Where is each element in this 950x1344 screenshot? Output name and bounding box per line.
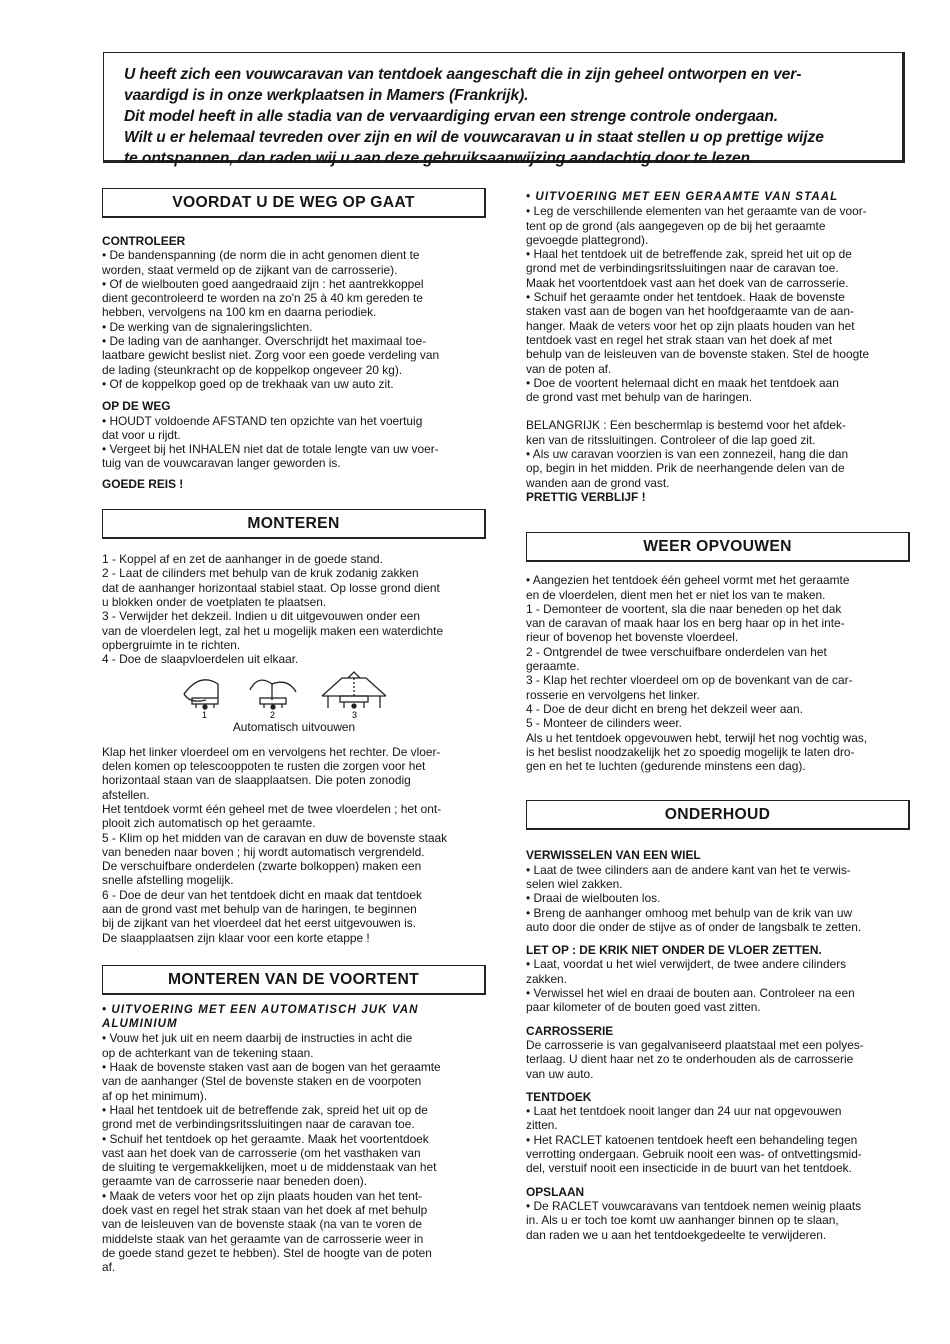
- text-line: ALUMINIUM: [102, 1018, 178, 1031]
- text-line: Als u het tentdoek opgevouwen hebt, terwijl het nog vochtig was,: [526, 730, 868, 745]
- figure-caption: Automatisch uitvouwen: [232, 720, 356, 735]
- figure-label: 3: [352, 710, 358, 721]
- text-line: gevoegde plattegrond).: [526, 232, 649, 247]
- section-heading-monteren: MONTEREN: [102, 509, 486, 539]
- text-line: plooit zich automatisch op het geraamte.: [102, 816, 316, 831]
- wiel-text: [526, 863, 910, 934]
- text-line: bij de zijkant van het vloerdeel dat het eerst uitgevouwen is.: [102, 916, 416, 931]
- text-line: de goede stand gezet te hebben). Stel de hoogte van de poten: [102, 1245, 432, 1260]
- goede-reis: GOEDE REIS !: [102, 476, 184, 491]
- section-heading-opvouwen: WEER OPVOUWEN: [526, 532, 910, 562]
- subheading-aluminium: [102, 1003, 486, 1032]
- text-line: afstellen.: [102, 787, 150, 802]
- text-line: • HOUDT voldoende AFSTAND ten opzichte van het voertuig: [102, 413, 423, 428]
- text-line: dan raden we u aan het tentdoekgedeelte te verwijderen.: [526, 1227, 827, 1242]
- subheading-op-de-weg: OP DE WEG: [102, 399, 171, 414]
- text-line: • Haak de bovenste staken vast aan de bogen van het geraamte: [102, 1060, 441, 1075]
- intro-line: Wilt u er helemaal tevreden over zijn en wil de vouwcaravan u in staat stellen u op prettige wijze: [124, 129, 824, 146]
- controleer-text: [102, 248, 486, 391]
- text-line: worden, staat vermeld op de zijkant van de carrosserie).: [102, 262, 398, 277]
- text-line: op de achterkant van de tekening staan.: [102, 1045, 314, 1060]
- text-line: • Vouw het juk uit en neem daarbij de instructies in acht die: [102, 1031, 413, 1046]
- section-heading-onderhoud: ONDERHOUD: [526, 800, 910, 830]
- text-line: 1 - Demonteer de voortent, sla die naar beneden op het dak: [526, 601, 842, 616]
- text-line: doek vast en regel het strak staan van het doek af met behulp: [102, 1203, 428, 1218]
- text-line: 3 - Klap het rechter vloerdeel om op de bovenkant van de car-: [526, 673, 853, 688]
- intro-line: U heeft zich een vouwcaravan van tentdoek aangeschaft die in zijn geheel ontworpen en ver-: [124, 66, 802, 83]
- monteren-text: [102, 745, 486, 945]
- figure-label: 2: [270, 710, 276, 721]
- text-line: u blokken onder de voetplaten te plaatsen.: [102, 594, 327, 609]
- text-line: de sluiting te vergemakkelijken, moet u de middenstaak van het: [102, 1160, 437, 1175]
- text-line: van de leisleuven van de bovenste staak (na van te voren de: [102, 1217, 422, 1232]
- text-line: af op het minimum).: [102, 1088, 208, 1103]
- text-line: zakken.: [526, 971, 567, 986]
- text-line: delen komen op telescooppoten te rusten die zorgen voor het: [102, 759, 426, 774]
- text-line: De slaapplaatsen zijn klaar voor een korte etappe !: [102, 930, 370, 945]
- text-line: • Haal het tentdoek uit de betreffende zak, spreid het uit op de: [102, 1102, 428, 1117]
- text-line: rieur of bovenop het bovenste vloerdeel.: [526, 630, 739, 645]
- subheading-let-op: LET OP : DE KRIK NIET ONDER DE VLOER ZETTEN.: [526, 943, 822, 958]
- text-line: van de caravan of maak haar los en berg haar op in het inte-: [526, 616, 845, 631]
- text-line: ken van de ritssluitingen. Controleer of die lap goed zit.: [526, 432, 816, 447]
- text-line: • Draai de wielbouten los.: [526, 891, 661, 906]
- text-line: verrotting ondergaan. Gebruik nooit een was- of ontvettingsmid-: [526, 1147, 862, 1162]
- text-line: De verschuifbare onderdelen (zwarte bolkoppen) maken een: [102, 859, 422, 874]
- subheading-staal: • UITVOERING MET EEN GERAAMTE VAN STAAL: [526, 191, 839, 203]
- unfold-diagram: [180, 670, 410, 720]
- text-line: grond met de verbindingsritssluitingen naar de caravan toe.: [102, 1117, 415, 1132]
- text-line: Klap het linker vloerdeel om en vervolgens het rechter. De vloer-: [102, 744, 441, 759]
- text-line: de grond vast met behulp van de haringen.: [526, 390, 753, 405]
- text-line: de lading (steunkracht op de koppelkop ongeveer 20 kg).: [102, 362, 403, 377]
- text-line: • Laat het tentdoek nooit langer dan 24 uur nat opgevouwen: [526, 1104, 842, 1119]
- carrosserie-text: [526, 1038, 910, 1081]
- text-line: Maak het voortentdoek vast aan het doek van de carrosserie.: [526, 275, 849, 290]
- subheading-carrosserie: CARROSSERIE: [526, 1023, 614, 1038]
- section-heading-voortent: MONTEREN VAN DE VOORTENT: [102, 965, 486, 995]
- text-line: • Of de koppelkop goed op de trekhaak van uw auto zit.: [102, 376, 394, 391]
- text-line: • De werking van de signaleringslichten.: [102, 319, 313, 334]
- text-line: snelle afstelling mogelijk.: [102, 873, 234, 888]
- subheading-opslaan: OPSLAAN: [526, 1184, 585, 1199]
- text-line: hanger. Maak de veters voor het op zijn plaats houden van het: [526, 318, 855, 333]
- text-line: grond met de verbindingsritssluitingen naar de caravan toe.: [526, 261, 839, 276]
- text-line: terlaag. U dient haar net zo te onderhouden als de carrosserie: [526, 1052, 854, 1067]
- text-line: • Schuif het geraamte onder het tentdoek. Haak de bovenste: [526, 290, 845, 305]
- text-line: geraamte van de carrosserie naar beneden doen).: [102, 1174, 368, 1189]
- text-line: 1 - Koppel af en zet de aanhanger in de goede stand.: [102, 552, 383, 567]
- text-line: 3 - Verwijder het dekzeil. Indien u dit uitgevouwen onder een: [102, 609, 420, 624]
- text-line: • UITVOERING MET EEN AUTOMATISCH JUK VAN: [102, 1003, 419, 1016]
- belangrijk-text: [526, 418, 910, 489]
- let-op-text: [526, 957, 910, 1014]
- text-line: horizontaal staan van de slaapplaatsen. Die poten zonodig: [102, 773, 411, 788]
- text-line: en de vloerdelen, dient men het er niet los van te maken.: [526, 587, 826, 602]
- text-line: behulp van de leisleuven van de bovenste staken. Stel de hoogte: [526, 347, 870, 362]
- unfold-figure: [102, 670, 486, 720]
- text-line: • Het RACLET katoenen tentdoek heeft een behandeling tegen: [526, 1132, 858, 1147]
- text-line: af.: [102, 1260, 116, 1275]
- text-line: wanden aan de grond vast.: [526, 475, 670, 490]
- text-line: van de vloerdelen legt, zal het u mogelijk maken een waterdichte: [102, 623, 444, 638]
- text-line: tentdoek vast en regel het strak staan van het doek af met: [526, 332, 833, 347]
- text-line: dat de aanhanger horizontaal stabiel staat. Op losse grond dient: [102, 580, 440, 595]
- text-line: • Aangezien het tentdoek één geheel vormt met het geraamte: [526, 573, 850, 588]
- intro-box: [103, 52, 905, 167]
- monteren-steps: [102, 552, 486, 666]
- opvouwen-text: [526, 573, 910, 773]
- text-line: selen wiel zakken.: [526, 876, 623, 891]
- intro-line: Dit model heeft in alle stadia van de vervaardiging ervan een strenge controle ondergaan.: [124, 108, 779, 125]
- subheading-wiel: VERWISSELEN VAN EEN WIEL: [526, 848, 701, 863]
- text-line: dient gecontroleerd te worden na zo'n 25 à 40 km gereden te: [102, 291, 423, 306]
- text-line: Het tentdoek vormt één geheel met de twee vloerdelen ; het ont-: [102, 801, 442, 816]
- opslaan-text: [526, 1199, 910, 1242]
- text-line: staken vast aan de bogen van het hoofdgeraamte van de aan-: [526, 304, 854, 319]
- left-column: [102, 188, 486, 1275]
- text-line: tuig van de vouwcaravan langer geworden is.: [102, 456, 341, 471]
- text-line: 4 - Doe de deur dicht en breng het dekzeil weer aan.: [526, 701, 803, 716]
- text-line: geraamte.: [526, 659, 580, 674]
- text-line: rosserie en vervolgens het linker.: [526, 687, 700, 702]
- intro-line: vaardigd is in onze werkplaatsen in Mamers (Frankrijk).: [124, 87, 529, 104]
- text-line: • Als uw caravan voorzien is van een zonnezeil, hang die dan: [526, 447, 849, 462]
- text-line: is het beslist noodzakelijk het zo spoedig mogelijk te laten dro-: [526, 744, 855, 759]
- text-line: • Vergeet bij het INHALEN niet dat de totale lengte van uw voer-: [102, 442, 439, 457]
- text-line: • Verwissel het wiel en draai de bouten aan. Controleer na een: [526, 986, 855, 1001]
- text-line: • Of de wielbouten goed aangedraaid zijn : het aantrekkoppel: [102, 276, 424, 291]
- subheading-controleer: CONTROLEER: [102, 234, 186, 248]
- text-line: De carrosserie is van gegalvaniseerd plaatstaal met een polyes-: [526, 1037, 864, 1052]
- text-line: middelste staak van het geraamte van de carrosserie weer in: [102, 1231, 424, 1246]
- text-line: auto door die onder de stijve as of onder de langsbalk te zetten.: [526, 919, 862, 934]
- text-line: laatbare gewicht beslist niet. Zorg voor een goede verdeling van: [102, 348, 440, 363]
- text-line: • Laat, voordat u het wiel verwijdert, de twee andere cilinders: [526, 957, 847, 972]
- text-line: 5 - Monteer de cilinders weer.: [526, 716, 682, 731]
- text-line: • De lading van de aanhanger. Overschrijdt het maximaal toe-: [102, 334, 427, 349]
- voortent-text: [102, 1031, 486, 1274]
- right-column: [526, 190, 910, 1242]
- text-line: hebben, vervolgens na 100 km en daarna periodiek.: [102, 305, 377, 320]
- text-line: • Maak de veters voor het op zijn plaats houden van het tent-: [102, 1188, 423, 1203]
- text-line: • Breng de aanhanger omhoog met behulp van de krik van uw: [526, 905, 853, 920]
- text-line: • Leg de verschillende elementen van het geraamte van de voor-: [526, 204, 867, 219]
- text-line: • De bandenspanning (de norm die in acht genomen dient te: [102, 248, 420, 263]
- text-line: • Schuif het tentdoek op het geraamte. Maak het voortentdoek: [102, 1131, 429, 1146]
- text-line: 4 - Doe de slaapvloerdelen uit elkaar.: [102, 652, 299, 667]
- text-line: • De RACLET vouwcaravans van tentdoek nemen weinig plaats: [526, 1198, 862, 1213]
- prettig-verblijf: PRETTIG VERBLIJF !: [526, 489, 646, 504]
- text-line: gen en het te luchten (gedurende minstens een dag).: [526, 759, 806, 774]
- text-line: BELANGRIJK : Een beschermlap is bestemd voor het afdek-: [526, 418, 846, 433]
- intro-line: te ontspannen, dan raden wij u aan deze gebruiksaanwijzing aandachtig door te lezen.: [124, 150, 755, 167]
- text-line: • Laat de twee cilinders aan de andere kant van het te verwis-: [526, 862, 851, 877]
- figure-label: 1: [202, 710, 208, 721]
- text-line: van beneden naar boven ; hij wordt automatisch vergrendeld.: [102, 844, 425, 859]
- text-line: dat voor u rijdt.: [102, 427, 181, 442]
- op-de-weg-text: [102, 414, 486, 471]
- staal-text: [526, 204, 910, 404]
- text-line: van uw auto.: [526, 1066, 594, 1081]
- section-heading-voordat: VOORDAT U DE WEG OP GAAT: [102, 188, 486, 218]
- text-line: del, verstuif nooit een insecticide in de buurt van het tentdoek.: [526, 1161, 852, 1176]
- text-line: 2 - Ontgrendel de twee verschuifbare onderdelen van het: [526, 644, 827, 659]
- text-line: op, begin in het midden. Prik de neerhangende delen van de: [526, 461, 845, 476]
- text-line: aan de grond vast met behulp van de haringen, te beginnen: [102, 901, 417, 916]
- text-line: opbergruimte in te richten.: [102, 637, 241, 652]
- text-line: paar kilometer of de bouten goed vast zitten.: [526, 1000, 761, 1015]
- text-line: 6 - Doe de deur van het tentdoek dicht en maak dat tentdoek: [102, 887, 422, 902]
- text-line: • Doe de voortent helemaal dicht en maak het tentdoek aan: [526, 375, 839, 390]
- tentdoek-text: [526, 1104, 910, 1175]
- text-line: vast aan het doek van de carrosserie (om het vasthaken van: [102, 1145, 421, 1160]
- text-line: 5 - Klim op het midden van de caravan en duw de bovenste staak: [102, 830, 448, 845]
- text-line: van de aanhanger (Stel de bovenste staken en de voorpoten: [102, 1074, 422, 1089]
- text-line: 2 - Laat de cilinders met behulp van de kruk zodanig zakken: [102, 566, 419, 581]
- text-line: in. Als u er toch toe komt uw aanhanger binnen op te slaan,: [526, 1213, 839, 1228]
- text-line: zitten.: [526, 1118, 558, 1133]
- text-line: tent op de grond (als aangegeven op de bij het geraamte: [526, 218, 826, 233]
- subheading-tentdoek: TENTDOEK: [526, 1089, 592, 1104]
- text-line: • Haal het tentdoek uit de betreffende zak, spreid het uit op de: [526, 247, 852, 262]
- text-line: van de poten af.: [526, 361, 612, 376]
